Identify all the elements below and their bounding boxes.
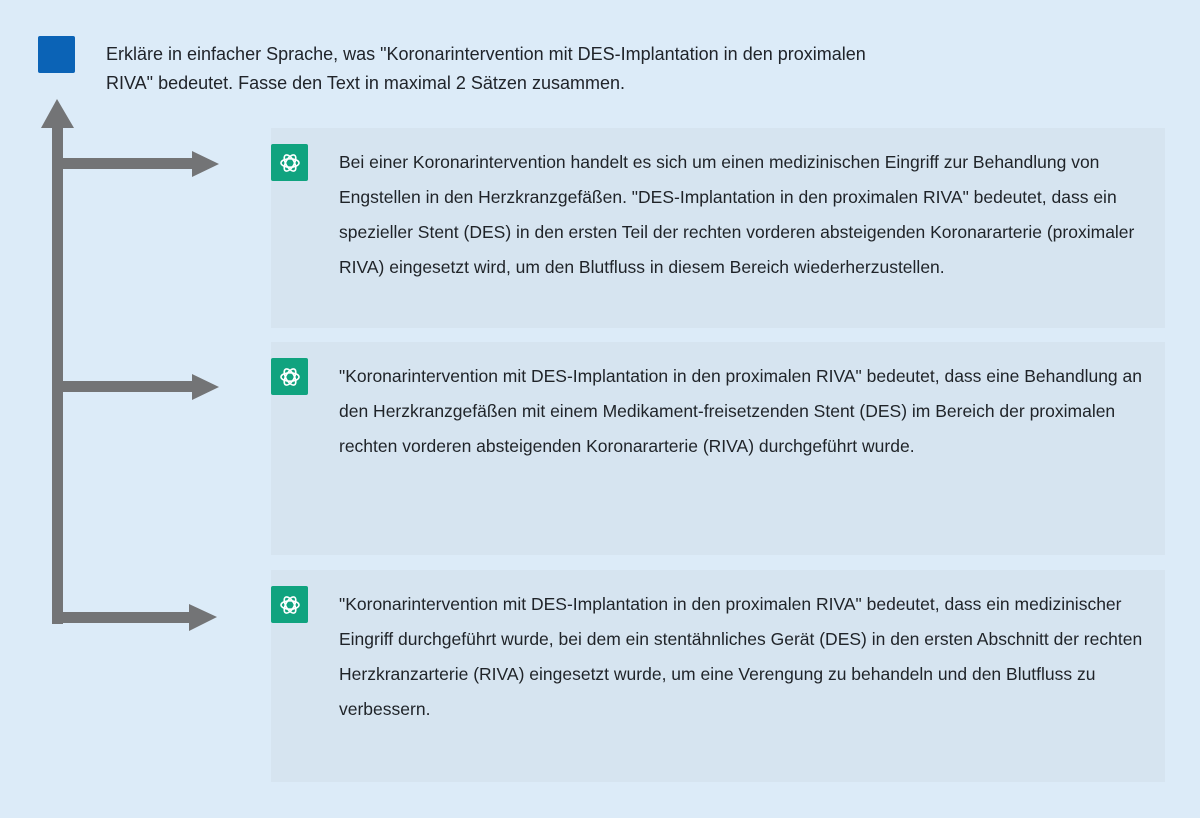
arrow-branch-2 (52, 381, 194, 392)
response-text-3: "Koronarintervention mit DES-Implantation in den proximalen RIVA" bedeutet, dass ein medizinischer Eingriff durchgeführt wurde, bei dem ein stentähnliches Gerät (DES) in den ersten Abschnitt der rechten Herzkranzarterie (RIVA) eingesetzt wurde, um eine Verengung zu behandeln und den Blutfluss zu verbessern. (339, 594, 1143, 719)
response-card-3 (271, 570, 1165, 782)
arrow-branch-3 (52, 612, 192, 623)
arrow-branch-1 (52, 158, 194, 169)
chatgpt-logo-icon (271, 586, 308, 623)
chatgpt-logo-icon (271, 358, 308, 395)
chatgpt-logo-icon (271, 144, 308, 181)
response-text-1: Bei einer Koronarintervention handelt es sich um einen medizinischen Eingriff zur Behandlung von Engstellen in den Herzkranzgefäßen. "DES-Implantation in den proximalen RIVA" bedeutet, dass ein spezieller Stent (DES) in den ersten Teil der rechten vorderen absteigenden Koronararterie (proximaler RIVA) eingesetzt wird, um den Blutfluss in diesem Bereich wiederherzustellen. (339, 152, 1135, 277)
up-arrow-head (41, 99, 74, 128)
user-prompt: Erkläre in einfacher Sprache, was "Koronarintervention mit DES-Implantation in den proximalen RIVA" bedeutet. Fasse den Text in maximal 2 Sätzen zusammen. (106, 44, 866, 93)
response-card-1 (271, 128, 1165, 328)
arrow-head-2 (192, 374, 219, 400)
response-card-2 (271, 342, 1165, 555)
arrow-trunk (52, 124, 63, 624)
response-text-2: "Koronarintervention mit DES-Implantation in den proximalen RIVA" bedeutet, dass eine Behandlung an den Herzkranzgefäßen mit einem Medikament-freisetzenden Stent (DES) im Bereich der proximalen rechten vorderen absteigenden Koronararterie (RIVA) durchgeführt wurde. (339, 366, 1142, 456)
arrow-head-3 (189, 604, 217, 631)
arrow-head-1 (192, 151, 219, 177)
user-avatar (38, 36, 75, 73)
